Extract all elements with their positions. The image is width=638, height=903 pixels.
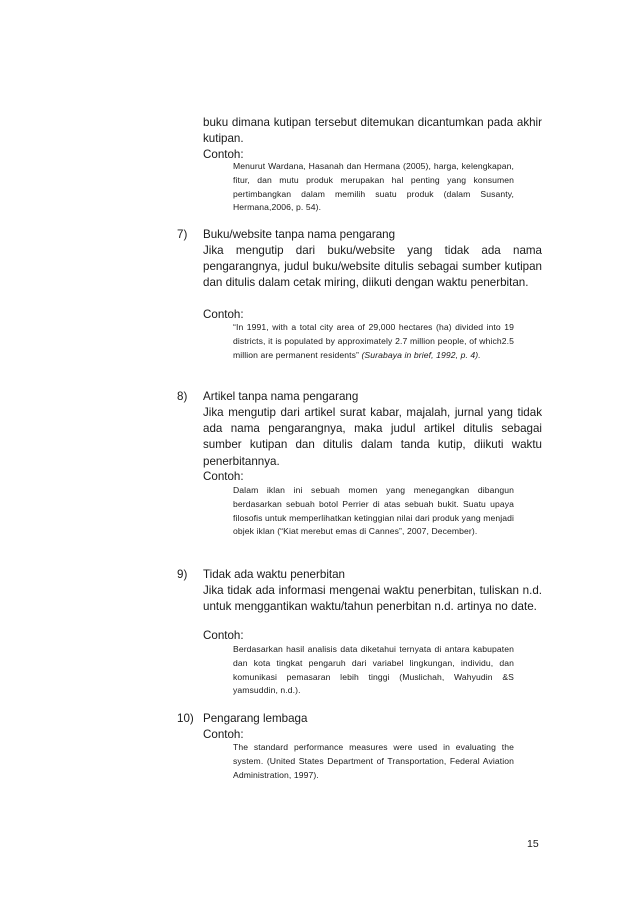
item-8-quote: Dalam iklan ini sebuah momen yang menegangkan dibangun berdasarkan sebuah botol Perrier di atas sebuah bukit. Suatu upaya filosofis untuk memperlihatkan ketinggian nilai dari produk yang menjadi objek iklan (“Kiat merebut emas di Cannes”, 2007, December).: [233, 485, 514, 537]
item-7-quote-text: “In 1991, with a total city area of 29,000 hectares (ha) divided into 19 districts, it is populated by approximately 2.7 million people, of which2.5 million are permanent residents”: [233, 322, 514, 360]
intro-quote: Menurut Wardana, Hasanah dan Hermana (2005), harga, kelengkapan, fitur, dan mutu produk merupakan hal penting yang konsumen pertimbangkan dalam memilih suatu produk (dalam Susanty, Hermana,2006, p. 54).: [233, 161, 514, 213]
intro-paragraph: buku dimana kutipan tersebut ditemukan dicantumkan pada akhir kutipan.: [203, 116, 542, 146]
item-8-number: 8): [177, 390, 188, 403]
item-9-heading: [177, 567, 542, 583]
page-number: 15: [527, 838, 539, 850]
item-10-number: 10): [177, 712, 194, 725]
item-10-title: Pengarang lembaga: [203, 712, 308, 725]
intro-example-label: Contoh:: [203, 148, 244, 161]
item-7-quote: [233, 321, 514, 362]
item-7-title: Buku/website tanpa nama pengarang: [203, 228, 396, 241]
item-10-example-label: Contoh:: [203, 728, 244, 741]
item-9-title: Tidak ada waktu penerbitan: [203, 568, 346, 581]
item-8-body: Jika mengutip dari artikel surat kabar, majalah, jurnal yang tidak ada nama pengarangnya, maka judul artikel ditulis sebagai sumber kutipan dan ditulis dalam tanda kutip, diikuti waktu penerbitannya.: [203, 406, 542, 468]
item-9-quote: Berdasarkan hasil analisis data diketahui ternyata di antara kabupaten dan kota tingkat pengaruh dari variabel lingkungan, individu, dan komunikasi pemasaran lebih tinggi (Muslichah, Wahyudin &S yamsuddin, n.d.).: [233, 644, 514, 696]
item-8-heading: [177, 389, 542, 405]
item-9-body: Jika tidak ada informasi mengenai waktu penerbitan, tuliskan n.d. untuk menggantikan waktu/tahun penerbitan n.d. artinya no date.: [203, 584, 542, 614]
item-10-heading: [177, 711, 542, 727]
item-7-heading: [177, 227, 542, 243]
item-9-example-label: Contoh:: [203, 629, 244, 642]
item-8-example-label: Contoh:: [203, 470, 244, 483]
item-7-example-label: Contoh:: [203, 308, 244, 321]
item-7-body: Jika mengutip dari buku/website yang tidak ada nama pengarangnya, judul buku/website ditulis sebagai sumber kutipan dan ditulis dalam cetak miring, diikuti dengan waktu penerbitan.: [203, 244, 542, 290]
item-10-quote: The standard performance measures were used in evaluating the system. (United States Department of Transportation, Federal Aviation Administration, 1997).: [233, 742, 514, 780]
item-7-number: 7): [177, 228, 188, 241]
item-7-quote-source: (Surabaya in brief, 1992, p. 4).: [361, 349, 481, 360]
item-9-number: 9): [177, 568, 188, 581]
item-8-title: Artikel tanpa nama pengarang: [203, 390, 359, 403]
